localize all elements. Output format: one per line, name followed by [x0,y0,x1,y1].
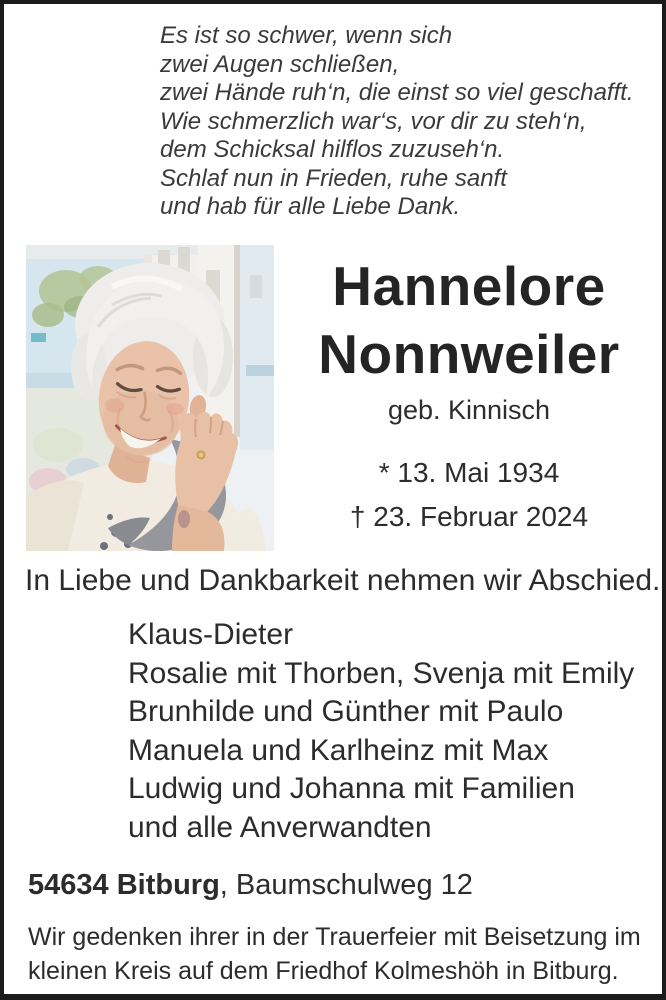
closing-line: kleinen Kreis auf dem Friedhof Kolmeshöh in Bitburg. [28,956,619,985]
deceased-first-name: Hannelore [332,255,606,317]
deceased-name [285,252,653,388]
death-date: † 23. Februar 2024 [349,501,589,532]
address-street: , Baumschulweg 12 [219,869,473,901]
mourner-line: Brunhilde und Günther mit Paulo [128,695,564,728]
mourner-line: Klaus-Dieter [128,618,294,651]
portrait-photo [26,245,274,551]
mourners-list [128,616,634,847]
poem-line: und hab für alle Liebe Dank. [160,193,461,220]
mourner-line: Rosalie mit Thorben, Svenja mit Emily [128,656,635,690]
farewell-line: In Liebe und Dankbarkeit nehmen wir Abschied. [25,564,661,597]
memorial-poem [160,22,634,222]
poem-line: zwei Augen schließen, [160,50,400,78]
mourner-line: und alle Anverwandten [128,810,432,844]
mourner-line: Manuela und Karlheinz mit Max [128,733,549,767]
address-city: 54634 Bitburg [28,869,220,901]
poem-line: zwei Hände ruh‘n, die einst so viel geschafft. [160,79,634,106]
poem-line: Schlaf nun in Frieden, ruhe sanft [160,164,507,192]
poem-line: dem Schicksal hilflos zuzuseh‘n. [160,136,505,163]
deceased-last-name: Nonnweiler [318,323,620,385]
portrait-photo-illustration [26,245,274,551]
mourner-line: Ludwig und Johanna mit Familien [128,772,575,805]
address-line [28,869,473,902]
poem-line: Es ist so schwer, wenn sich [160,22,453,49]
closing-line: Wir gedenken ihrer in der Trauerfeier mit Beisetzung im [28,923,641,951]
maiden-name: geb. Kinnisch [387,395,551,425]
birth-date: * 13. Mai 1934 [378,457,560,488]
poem-line: Wie schmerzlich war‘s, vor dir zu steh‘n, [160,107,587,135]
closing-paragraph [28,921,641,988]
